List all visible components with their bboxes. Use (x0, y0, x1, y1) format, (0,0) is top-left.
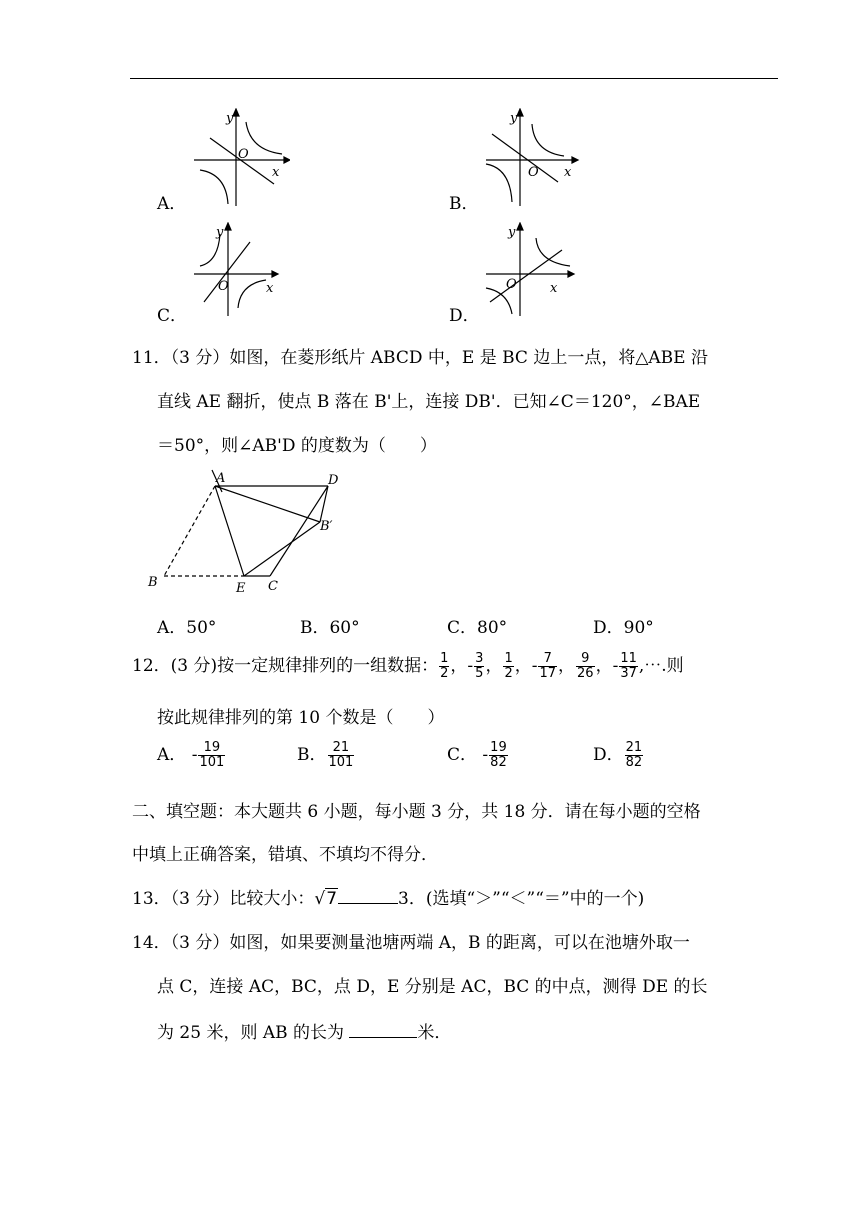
q12-seq-2: - $\frac{3}{5}$ (467, 651, 484, 681)
q13-sqrt: √7 (314, 889, 338, 909)
q10-option-a-label: A． (157, 194, 187, 214)
svg-text:x: x (564, 165, 572, 180)
q13-lead: 13．（3 分）比较大小： (132, 889, 315, 909)
svg-text:y: y (226, 111, 234, 126)
q12-line-2: 按此规律排列的第 10 个数是（ ） (157, 708, 445, 728)
svg-text:y: y (510, 111, 518, 126)
q12-option-c: C． - $\frac{19}{82}$ (447, 740, 507, 770)
section2-line-1: 二、填空题：本大题共 6 小题，每小题 3 分，共 18 分．请在每小题的空格 (132, 802, 701, 822)
q10-option-c-graph (190, 222, 280, 318)
q12-seq-4: - $\frac{7}{17}$ (531, 651, 557, 681)
q11-option-b: B．60° (300, 618, 360, 638)
q14-line-2: 点 C，连接 AC，BC，点 D，E 分别是 AC，BC 的中点，测得 DE 的长 (157, 977, 708, 997)
q13-line (132, 884, 644, 909)
fig-label-c: C (268, 579, 278, 594)
q14-line-3: 为 25 米，则 AB 的长为 米． (157, 1023, 452, 1043)
q13-tail: 3．(选填“＞”“＜”“＝”中的一个) (398, 889, 645, 909)
q12-tail: ,⋯.则 (638, 656, 684, 676)
q12-option-b: B． $\frac{21}{101}$ (297, 740, 354, 770)
svg-text:O: O (528, 165, 539, 180)
svg-text:x: x (550, 281, 558, 296)
fig-label-d: D (328, 473, 339, 488)
fig-label-b: B (148, 575, 158, 590)
q11-option-c: C．80° (447, 618, 508, 638)
q14-line-1: 14．（3 分）如图，如果要测量池塘两端 A，B 的距离，可以在池塘外取一 (132, 933, 690, 953)
q12-lead: 12．(3 分)按一定规律排列的一组数据： (132, 656, 439, 676)
q12-line-1: 12．(3 分)按一定规律排列的一组数据： $\frac{1}{2}$ ，- $\frac{3}{5}$ ， $\frac{1}{2}$ ，- $\frac{7}{17}$ ， $\frac{9}{26}$ ，- $\frac{11}{37}$ ,⋯.则 (132, 651, 684, 681)
q10-option-a-graph (190, 108, 290, 208)
q12-option-a: A． - $\frac{19}{101}$ (157, 740, 225, 770)
svg-text:O: O (506, 277, 517, 292)
q11-option-d: D．90° (593, 618, 654, 638)
q10-option-b-graph (482, 108, 582, 208)
svg-text:x: x (272, 165, 280, 180)
section2-line-2: 中填上正确答案，错填、不填均不得分． (132, 845, 438, 865)
svg-text:x: x (266, 281, 274, 296)
q12-seq-1: $\frac{1}{2}$ (440, 651, 449, 681)
q11-line-2: 直线 AE 翻折，使点 B 落在 B'上，连接 DB'．已知∠C＝120°，∠BAE (157, 392, 701, 412)
q12-seq-5: $\frac{9}{26}$ (577, 651, 594, 681)
fig-label-a: A (216, 471, 226, 486)
q12-option-d: D． $\frac{21}{82}$ (593, 740, 643, 770)
q10-option-d-graph (482, 222, 578, 318)
q10-option-d-label: D． (449, 306, 480, 326)
fig-label-e: E (236, 581, 246, 596)
svg-text:O: O (218, 279, 229, 294)
svg-text:y: y (508, 225, 516, 240)
q10-option-c-label: C． (157, 306, 188, 326)
q11-rhombus-figure (140, 466, 350, 596)
fig-label-bprime: B′ (320, 519, 333, 534)
q11-option-a: A．50° (157, 618, 217, 638)
q12-seq-3: $\frac{1}{2}$ (504, 651, 513, 681)
q14-answer-blank[interactable] (349, 1021, 417, 1038)
q12-seq-6: - $\frac{11}{37}$ (612, 651, 637, 681)
svg-text:y: y (216, 225, 224, 240)
q10-option-b-label: B． (449, 194, 479, 214)
svg-text:O: O (238, 147, 249, 162)
q11-line-1: 11．（3 分）如图，在菱形纸片 ABCD 中，E 是 BC 边上一点，将△ABE 沿 (132, 348, 708, 368)
q13-answer-blank[interactable] (338, 887, 398, 904)
q11-line-3: ＝50°，则∠AB'D 的度数为（ ） (157, 436, 437, 456)
header-rule (130, 78, 778, 79)
